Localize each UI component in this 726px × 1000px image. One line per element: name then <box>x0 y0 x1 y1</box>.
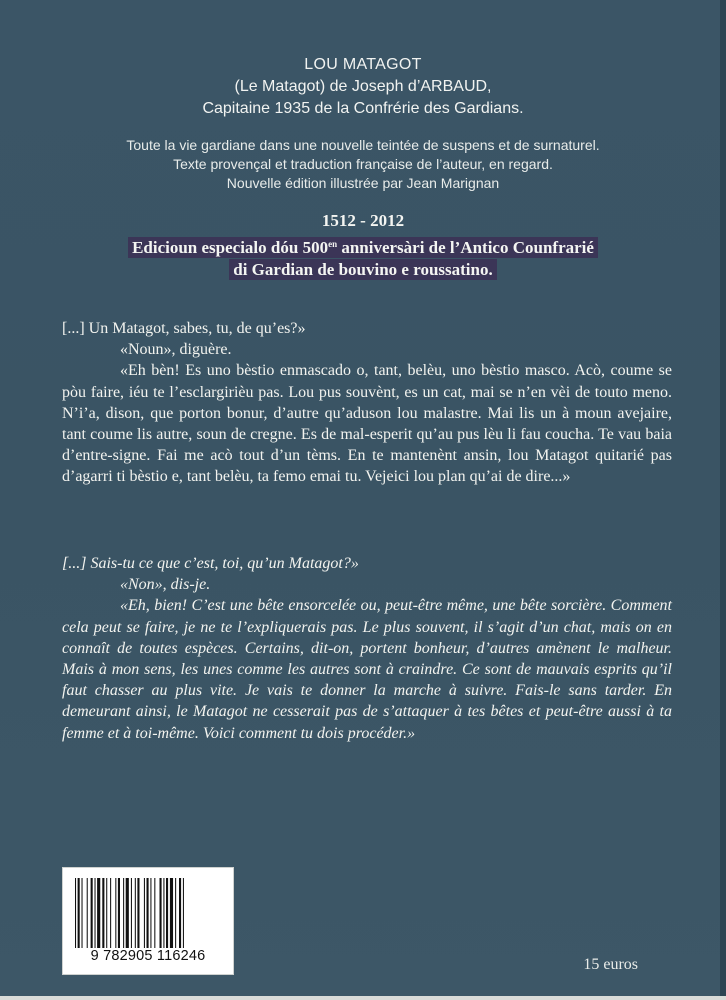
anniversary-years: 1512 - 2012 <box>321 211 405 230</box>
provencal-para-2: «Noun», diguère. <box>120 341 232 359</box>
provencal-excerpt <box>62 318 672 488</box>
french-excerpt <box>62 553 672 744</box>
provencal-para-3: «Eh bèn! Es uno bèstio enmascado o, tant, belèu, uno bèstio masco. Acò, coume se pòu faire, iéu te l’esclargirièu pas. Lou pus souvènt, es un cat, mai se n’en vèi de touto meno. N’i’a, dison, que porton bonur, d’autre qu’aduson lou malastre. Mai lis un à moun avejaire, tant coume lis autre, soun de cregne. Es de mal-esperit qu’au pus lèu li fau coucha. Te vau baia d’entre-signe. Fai me acò tout d’un tèms. En te mantenènt ansin, lou Matagot quitarié pas d’agarri ti bèstio e, tant belèu, ta femo emai tu. Vejeici lou plan qu’ai de dire...» <box>62 362 672 486</box>
description-line-2: Texte provençal et traduction française de l’auteur, en regard. <box>173 156 553 172</box>
provencal-para-1: [...] Un Matagot, sabes, tu, de qu’es?» <box>62 320 306 337</box>
price-label: 15 euros <box>583 956 638 973</box>
book-subtitle-author: (Le Matagot) de Joseph d’ARBAUD, <box>234 78 492 95</box>
barcode-bars-icon <box>75 878 221 948</box>
author-title: Capitaine 1935 de la Confrérie des Gardians. <box>202 100 524 117</box>
french-para-3: «Eh, bien! C’est une bête ensorcelée ou, peut-être même, une bête sorcière. Comment cela peut se faire, je ne te l’expliquerais pas. Le plus souvent, il s’agit d’un chat, mais on en connaît de toutes espèces. Certains, dit-on, portent bonheur, d’autres amènent le malheur. Mais à mon sens, les unes comme les autres sont à craindre. Ce sont de mauvais esprits qu’il faut chasser au plus vite. Je vais te donner la marche à suivre. Fais-le sans tarder. En demeurant ainsi, le Matagot ne cesserait pas de s’attaquer à tes bêtes et peut-être aussi à ta femme et à toi-même. Voici comment tu dois procéder.» <box>62 597 672 742</box>
cover-bottom-edge <box>0 996 726 1000</box>
ordinal-suffix: en <box>328 239 338 249</box>
highlight-band-1 <box>128 237 598 258</box>
special-edition-line-2 <box>0 259 726 281</box>
highlight-band-2: di Gardian de bouvino e roussatino. <box>229 259 496 280</box>
description-line-3: Nouvelle édition illustrée par Jean Marignan <box>226 175 500 191</box>
isbn-barcode <box>62 867 234 975</box>
book-title: LOU MATAGOT <box>304 56 422 73</box>
french-para-2: «Non», dis-je. <box>120 576 211 594</box>
french-para-1: [...] Sais-tu ce que c’est, toi, qu’un Matagot?» <box>62 555 359 572</box>
isbn-number: 9 782905 116246 <box>90 948 206 964</box>
special-edition-text-b: anniversàri de l’Antico Counfrarié <box>337 238 594 257</box>
description-line-1: Toute la vie gardiane dans une nouvelle teintée de suspens et de surnaturel. <box>126 137 600 153</box>
special-edition-line-1 <box>0 237 726 259</box>
special-edition-text-a: Edicioun especialo dóu 500 <box>132 238 329 257</box>
